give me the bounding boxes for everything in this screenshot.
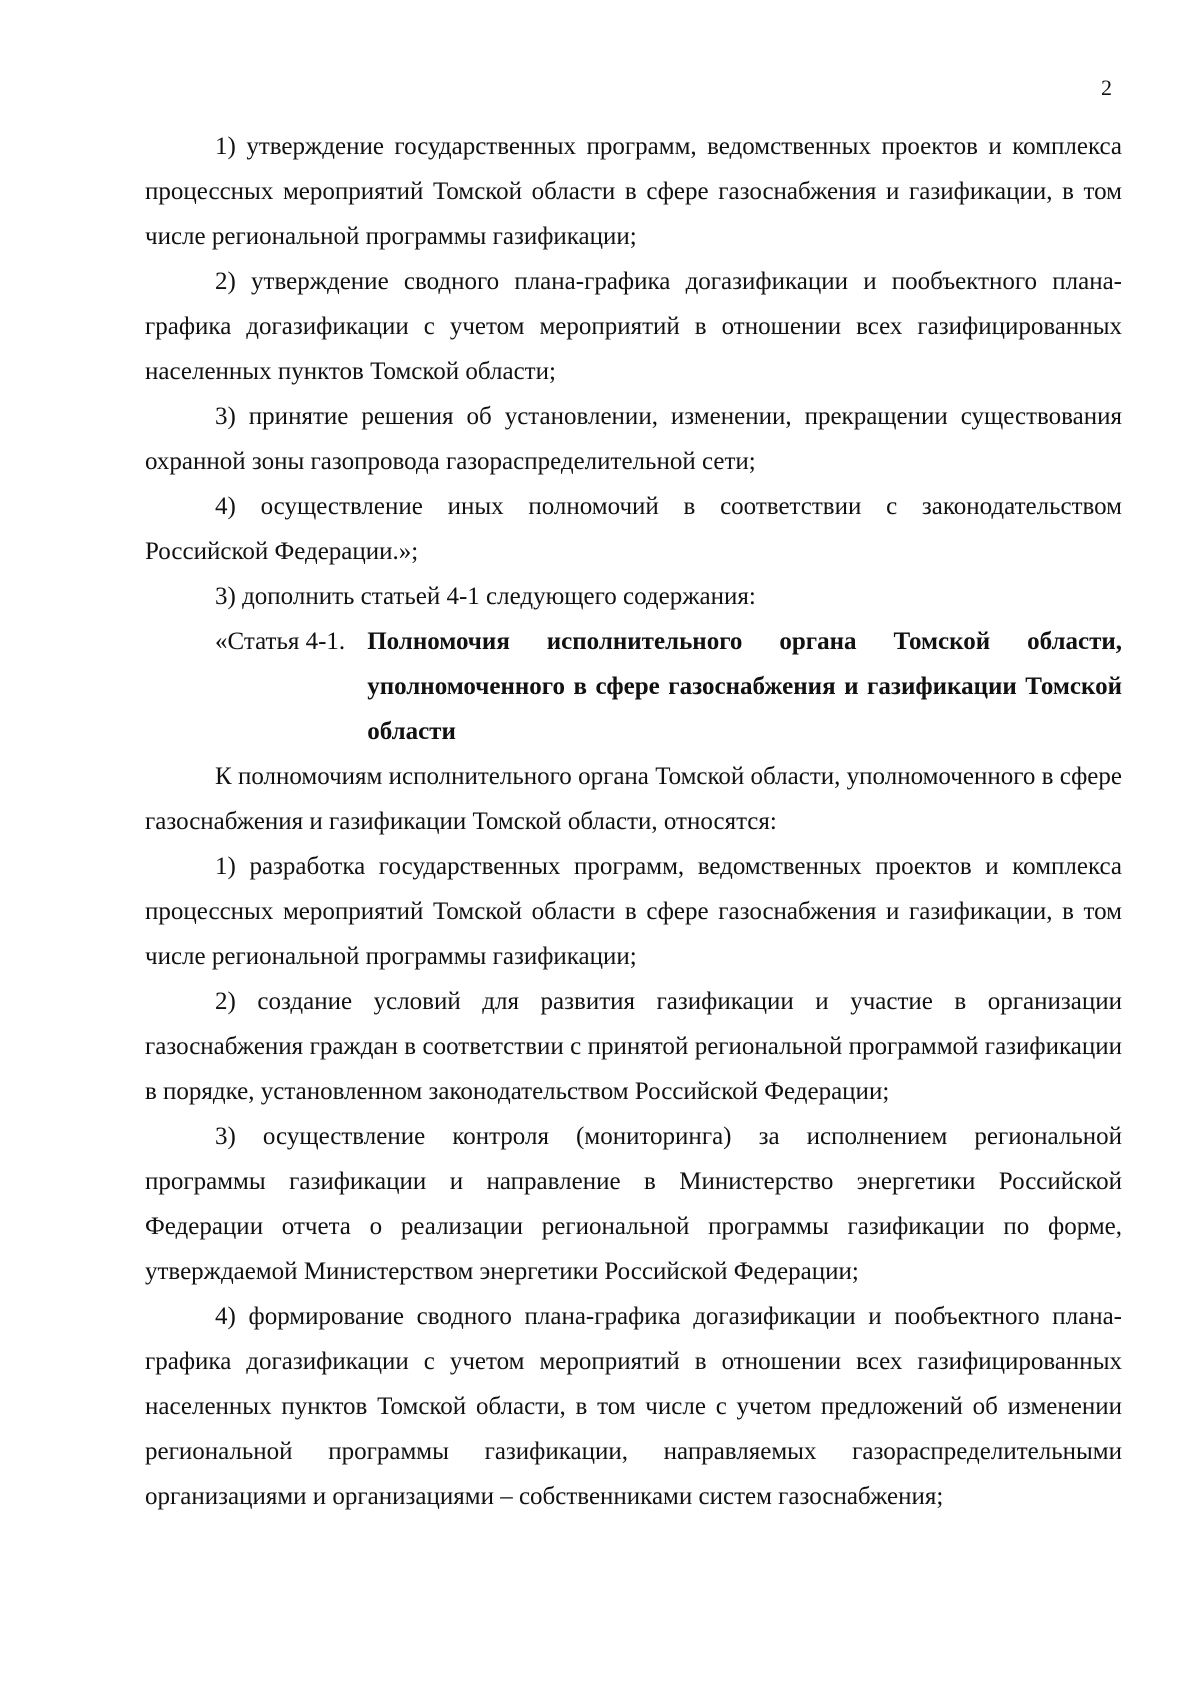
article-item-2: 2) создание условий для развития газификации и участие в организации газоснабжения граждан в соответствии с принятой региональной программой газификации в порядке, установленном законодательством Российской Федерации; — [145, 988, 1122, 1105]
article-title: Полномочия исполнительного органа Томской области, уполномоченного в сфере газоснабжения и газификации Томской области — [367, 628, 1122, 745]
article-label: «Статья 4-1. — [215, 628, 346, 655]
paragraph-item-1: 1) утверждение государственных программ, ведомственных проектов и комплекса процессных мероприятий Томской области в сфере газоснабжения и газификации, в том числе региональной программы газификации; — [145, 133, 1122, 250]
amendment-clause-3: 3) дополнить статьей 4-1 следующего содержания: — [215, 583, 756, 610]
paragraph-item-4: 4) осуществление иных полномочий в соответствии с законодательством Российской Федерации.»; — [145, 493, 1122, 565]
paragraph-item-2: 2) утверждение сводного плана-графика догазификации и пообъектного плана-графика догазификации с учетом мероприятий в отношении всех газифицированных населенных пунктов Томской области; — [145, 268, 1122, 385]
page-number: 2 — [1101, 75, 1112, 100]
article-item-3: 3) осуществление контроля (мониторинга) за исполнением региональной программы газификации и направление в Министерство энергетики Российской Федерации отчета о реализации региональной программы газификации по форме, утверждаемой Министерством энергетики Российской Федерации; — [145, 1123, 1122, 1285]
article-intro: К полномочиям исполнительного органа Томской области, уполномоченного в сфере газоснабжения и газификации Томской области, относятся: — [145, 763, 1122, 835]
article-heading — [145, 619, 1122, 754]
article-item-1: 1) разработка государственных программ, ведомственных проектов и комплекса процессных мероприятий Томской области в сфере газоснабжения и газификации, в том числе региональной программы газификации; — [145, 853, 1122, 970]
paragraph-item-3: 3) принятие решения об установлении, изменении, прекращении существования охранной зоны газопровода газораспределительной сети; — [145, 403, 1122, 475]
document-body — [145, 124, 1122, 1519]
article-item-4: 4) формирование сводного плана-графика догазификации и пообъектного плана-графика догазификации с учетом мероприятий в отношении всех газифицированных населенных пунктов Томской области, в том числе с учетом предложений об изменении региональной программы газификации, направляемых газораспределительными организациями и организациями – собственниками систем газоснабжения; — [145, 1303, 1122, 1510]
